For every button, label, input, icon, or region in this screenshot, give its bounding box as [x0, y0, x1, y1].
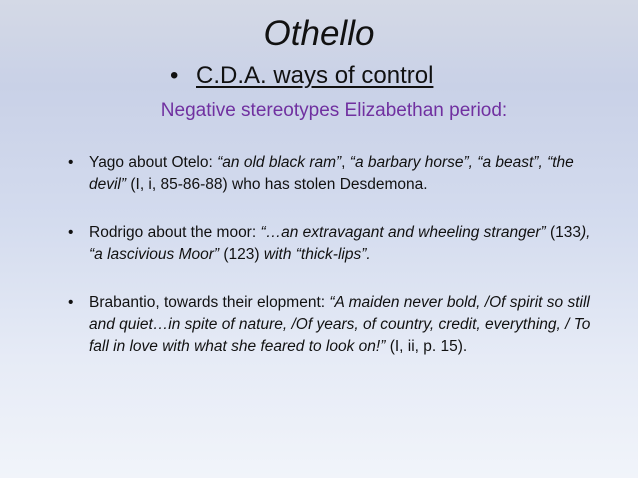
bullet-text-part: (133 — [545, 224, 582, 241]
bullet-list — [65, 152, 605, 383]
subtitle: Negative stereotypes Elizabethan period: — [160, 100, 508, 121]
bullet-text-part: (I, i, 85-86-88) who has stolen Desdemona. — [126, 176, 428, 193]
bullet-item-yago — [65, 152, 605, 196]
bullet-text-part: Rodrigo about the moor: — [89, 224, 261, 241]
heading-text[interactable]: C.D.A. ways of control — [196, 62, 434, 89]
bullet-text-part: Brabantio, towards their elopment: — [89, 294, 330, 311]
bullet-quote: with “thick-lips”. — [263, 246, 371, 263]
bullet-marker: • — [68, 224, 74, 241]
heading-bullet: • — [170, 62, 179, 89]
bullet-text-part: (I, ii, p. 15). — [385, 338, 468, 355]
bullet-quote: “an old black ram” — [217, 154, 342, 171]
bullet-item-brabantio — [65, 292, 605, 358]
bullet-quote: “a barbary horse”, “a beast”, “the devil” — [89, 154, 574, 193]
bullet-marker: • — [68, 294, 74, 311]
bullet-text-part: Yago about Otelo: — [89, 154, 218, 171]
bullet-text-part: , — [341, 154, 350, 171]
heading-row — [170, 60, 433, 92]
slide-title: Othello — [263, 14, 375, 53]
bullet-item-rodrigo — [65, 222, 605, 266]
bullet-marker: • — [68, 154, 74, 171]
bullet-quote: “…an extravagant and wheeling stranger” — [260, 224, 546, 241]
bullet-text-part: (123) — [219, 246, 264, 263]
bullet-quote: ), “a lascivious Moor” — [89, 224, 591, 263]
bullet-quote: “A maiden never bold, /Of spirit so still and quiet…in spite of nature, /Of years, of country, credit, everything, / To fall in love with what she feared to look on!” — [89, 294, 591, 355]
